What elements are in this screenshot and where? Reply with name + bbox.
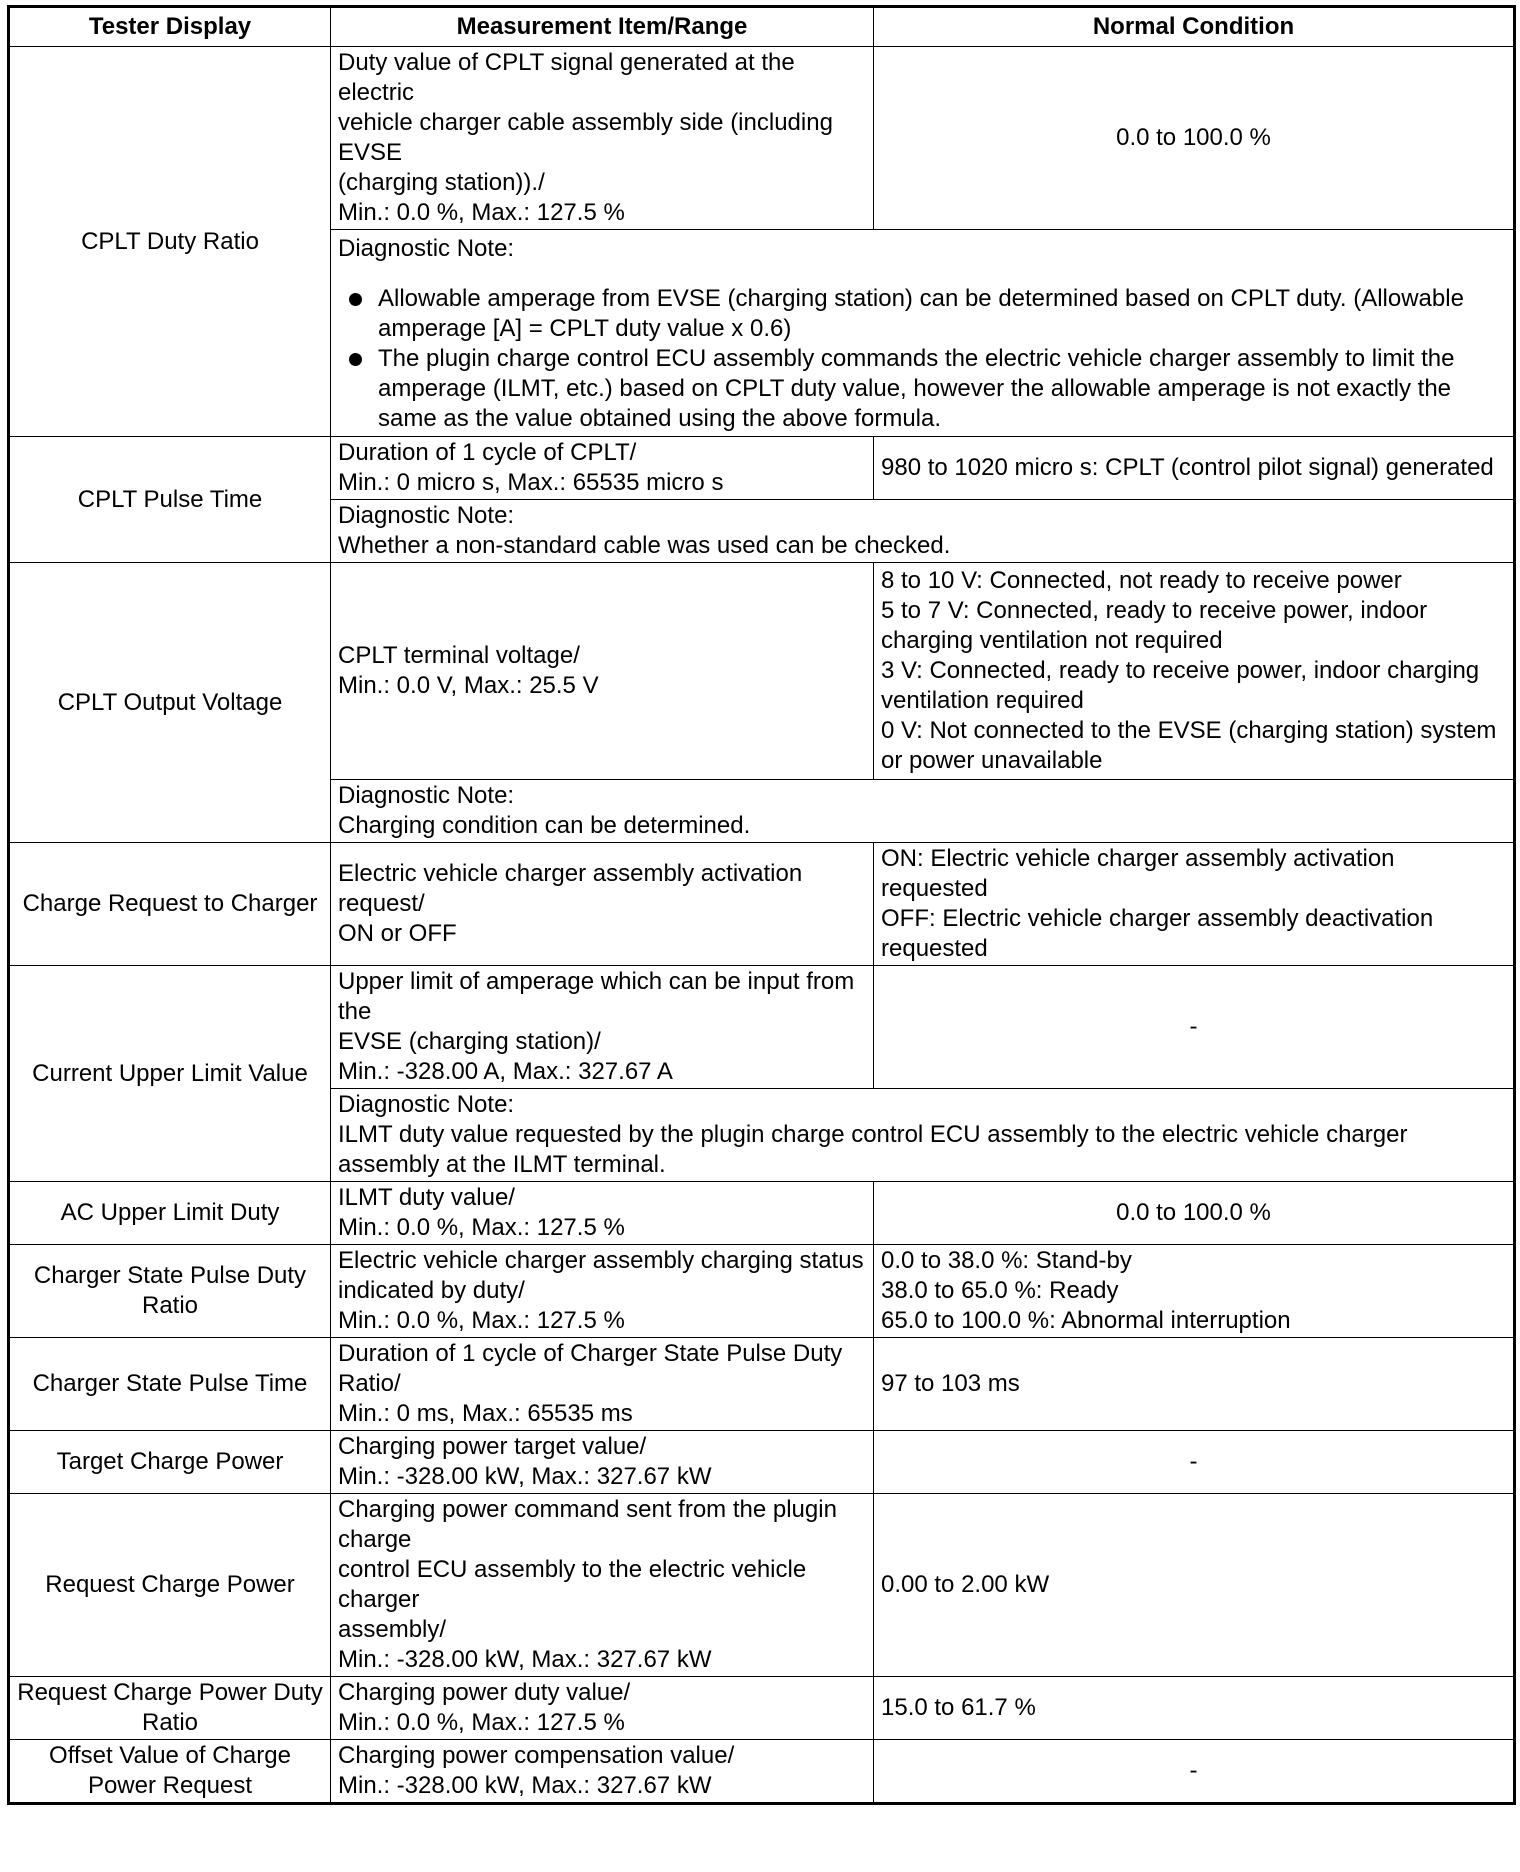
measurement-line: Min.: -328.00 kW, Max.: 327.67 kW xyxy=(338,1463,712,1490)
table-row xyxy=(9,966,1515,1089)
table-row xyxy=(9,1677,1515,1740)
normal-condition-cell: 0.0 to 100.0 % xyxy=(874,47,1515,230)
normal-condition-cell: 0.00 to 2.00 kW xyxy=(874,1494,1515,1677)
normal-condition-line: 3 V: Connected, ready to receive power, indoor charging ventilation required xyxy=(881,657,1480,714)
table-row xyxy=(9,563,1515,780)
table-row xyxy=(9,1182,1515,1245)
measurement-cell xyxy=(331,1494,874,1677)
measurement-cell xyxy=(331,563,874,780)
measurement-line: Min.: 0 ms, Max.: 65535 ms xyxy=(338,1400,633,1427)
table-row xyxy=(9,1338,1515,1431)
measurement-line: Min.: 0.0 %, Max.: 127.5 % xyxy=(338,1709,625,1736)
tester-display-cell: Charger State Pulse Time xyxy=(9,1338,331,1431)
diagnostic-note-bullet: Allowable amperage from EVSE (charging station) can be determined based on CPLT duty. (Allowable amperage [A] = CPLT duty value x 0.6) xyxy=(378,284,1506,344)
tester-display-cell: CPLT Duty Ratio xyxy=(9,47,331,437)
measurement-line: Duty value of CPLT signal generated at the electric xyxy=(338,49,795,106)
tester-display-cell: Current Upper Limit Value xyxy=(9,966,331,1182)
normal-condition-cell xyxy=(874,843,1515,966)
measurement-line: control ECU assembly to the electric vehicle charger xyxy=(338,1556,807,1613)
measurement-line: Charging power target value/ xyxy=(338,1433,647,1460)
measurement-cell xyxy=(331,1182,874,1245)
header-tester-display: Tester Display xyxy=(9,7,331,47)
diagnostic-note-cell xyxy=(331,230,1515,437)
diagnostic-note-title: Diagnostic Note: xyxy=(338,235,515,262)
header-normal-condition: Normal Condition xyxy=(874,7,1515,47)
measurement-cell xyxy=(331,1677,874,1740)
normal-condition-line: 38.0 to 65.0 %: Ready xyxy=(881,1277,1119,1304)
measurement-cell xyxy=(331,966,874,1089)
normal-condition-cell: 97 to 103 ms xyxy=(874,1338,1515,1431)
measurement-line: Min.: 0.0 V, Max.: 25.5 V xyxy=(338,672,599,699)
measurement-line: vehicle charger cable assembly side (including EVSE xyxy=(338,109,833,166)
diagnostic-note-list xyxy=(338,284,1506,434)
measurement-line: Min.: 0.0 %, Max.: 127.5 % xyxy=(338,199,625,226)
normal-condition-cell: 980 to 1020 micro s: CPLT (control pilot signal) generated xyxy=(874,437,1515,500)
measurement-line: Min.: 0.0 %, Max.: 127.5 % xyxy=(338,1307,625,1334)
normal-condition-cell: 15.0 to 61.7 % xyxy=(874,1677,1515,1740)
measurement-line: Charging power duty value/ xyxy=(338,1679,631,1706)
normal-condition-cell xyxy=(874,563,1515,780)
measurement-cell xyxy=(331,1338,874,1431)
measurement-line: Min.: -328.00 A, Max.: 327.67 A xyxy=(338,1058,673,1085)
measurement-line: Charging power compensation value/ xyxy=(338,1742,735,1769)
normal-condition-line: 65.0 to 100.0 %: Abnormal interruption xyxy=(881,1307,1291,1334)
measurement-cell xyxy=(331,843,874,966)
measurement-cell xyxy=(331,1245,874,1338)
table-row xyxy=(9,1494,1515,1677)
measurement-cell xyxy=(331,1431,874,1494)
normal-condition-line: ON: Electric vehicle charger assembly activation requested xyxy=(881,845,1395,902)
diagnostic-note-text: ILMT duty value requested by the plugin charge control ECU assembly to the electric vehicle charger assembly at the ILMT terminal. xyxy=(338,1121,1408,1178)
measurement-line: ILMT duty value/ xyxy=(338,1184,515,1211)
table-row xyxy=(9,843,1515,966)
measurement-line: (charging station))./ xyxy=(338,169,545,196)
measurement-cell xyxy=(331,437,874,500)
measurement-line: Min.: 0.0 %, Max.: 127.5 % xyxy=(338,1214,625,1241)
tester-display-cell: CPLT Pulse Time xyxy=(9,437,331,563)
measurement-line: Charging power command sent from the plugin charge xyxy=(338,1496,837,1553)
measurement-line: CPLT terminal voltage/ xyxy=(338,642,580,669)
diagnostic-note-title: Diagnostic Note: xyxy=(338,782,515,809)
normal-condition-cell: 0.0 to 100.0 % xyxy=(874,1182,1515,1245)
data-list-table xyxy=(7,5,1516,1805)
table-row xyxy=(9,1431,1515,1494)
normal-condition-cell: - xyxy=(874,1740,1515,1804)
normal-condition-line: 0.0 to 38.0 %: Stand-by xyxy=(881,1247,1132,1274)
diagnostic-note-cell xyxy=(331,780,1515,843)
normal-condition-cell: - xyxy=(874,1431,1515,1494)
normal-condition-cell xyxy=(874,1245,1515,1338)
diagnostic-note-title: Diagnostic Note: xyxy=(338,502,515,529)
tester-display-cell: Request Charge Power xyxy=(9,1494,331,1677)
diagnostic-note-cell xyxy=(331,500,1515,563)
tester-display-cell: Charger State Pulse Duty Ratio xyxy=(9,1245,331,1338)
measurement-line: Min.: -328.00 kW, Max.: 327.67 kW xyxy=(338,1646,712,1673)
header-measurement: Measurement Item/Range xyxy=(331,7,874,47)
table-row xyxy=(9,1245,1515,1338)
tester-display-cell: Request Charge Power Duty Ratio xyxy=(9,1677,331,1740)
table-row xyxy=(9,437,1515,500)
measurement-line: Upper limit of amperage which can be input from the xyxy=(338,968,855,1025)
measurement-line: indicated by duty/ xyxy=(338,1277,525,1304)
measurement-line: assembly/ xyxy=(338,1616,447,1643)
header-row xyxy=(9,7,1515,47)
diagnostic-note-cell xyxy=(331,1089,1515,1182)
normal-condition-line: 5 to 7 V: Connected, ready to receive power, indoor charging ventilation not required xyxy=(881,597,1428,654)
normal-condition-line: 8 to 10 V: Connected, not ready to receive power xyxy=(881,567,1402,594)
table-row xyxy=(9,1740,1515,1804)
tester-display-cell: CPLT Output Voltage xyxy=(9,563,331,843)
tester-display-cell: Charge Request to Charger xyxy=(9,843,331,966)
measurement-line: EVSE (charging station)/ xyxy=(338,1028,601,1055)
tester-display-cell: AC Upper Limit Duty xyxy=(9,1182,331,1245)
measurement-line: Min.: 0 micro s, Max.: 65535 micro s xyxy=(338,469,724,496)
measurement-line: Electric vehicle charger assembly activation request/ xyxy=(338,860,803,917)
normal-condition-cell: - xyxy=(874,966,1515,1089)
measurement-cell xyxy=(331,1740,874,1804)
diagnostic-note-text: Charging condition can be determined. xyxy=(338,812,751,839)
tester-display-cell: Offset Value of Charge Power Request xyxy=(9,1740,331,1804)
table-row xyxy=(9,47,1515,230)
measurement-line: Electric vehicle charger assembly charging status xyxy=(338,1247,864,1274)
diagnostic-note-text: Whether a non-standard cable was used can be checked. xyxy=(338,532,951,559)
measurement-cell xyxy=(331,47,874,230)
measurement-line: ON or OFF xyxy=(338,920,457,947)
measurement-line: Duration of 1 cycle of Charger State Pulse Duty Ratio/ xyxy=(338,1340,843,1397)
normal-condition-line: OFF: Electric vehicle charger assembly deactivation requested xyxy=(881,905,1434,962)
measurement-line: Min.: -328.00 kW, Max.: 327.67 kW xyxy=(338,1772,712,1799)
diagnostic-note-title: Diagnostic Note: xyxy=(338,1091,515,1118)
tester-display-cell: Target Charge Power xyxy=(9,1431,331,1494)
measurement-line: Duration of 1 cycle of CPLT/ xyxy=(338,439,637,466)
diagnostic-note-bullet: The plugin charge control ECU assembly commands the electric vehicle charger assembly to limit the amperage (ILMT, etc.) based on CPLT duty value, however the allowable amperage is not exactly the same as the value obtained using the above formula. xyxy=(378,344,1506,434)
normal-condition-line: 0 V: Not connected to the EVSE (charging station) system or power unavailable xyxy=(881,717,1497,774)
